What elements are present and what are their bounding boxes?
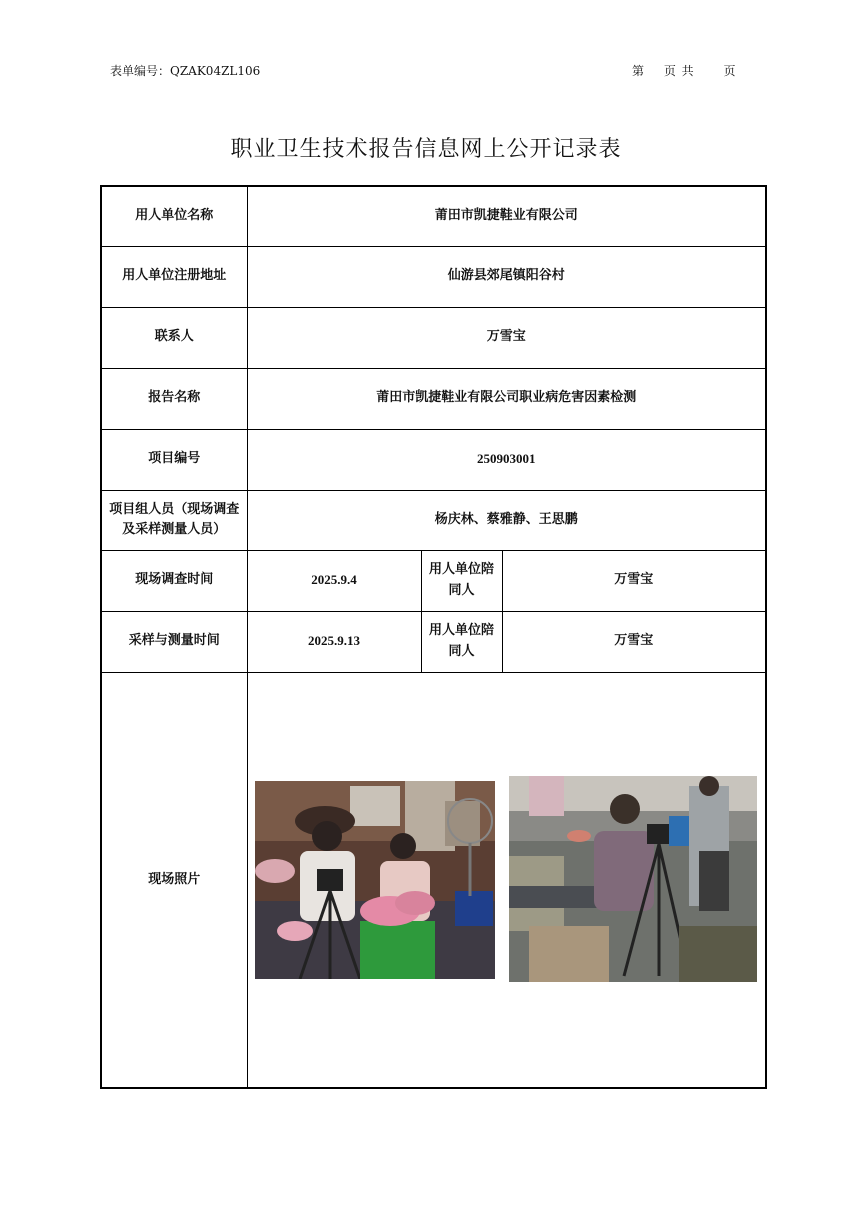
team-members-value: 杨庆林、蔡雅静、王思鹏 xyxy=(247,490,766,550)
photos-label: 现场照片 xyxy=(101,672,247,1088)
row-team-members xyxy=(101,490,766,550)
photos-container xyxy=(248,673,766,1088)
employer-address-value: 仙游县郊尾镇阳谷村 xyxy=(247,246,766,307)
row-employer-address xyxy=(101,246,766,307)
page-prefix: 第 xyxy=(632,64,645,78)
employer-address-label: 用人单位注册地址 xyxy=(101,246,247,307)
row-site-survey xyxy=(101,550,766,611)
record-table xyxy=(100,185,767,1089)
project-number-label: 项目编号 xyxy=(101,429,247,490)
site-survey-escort: 万雪宝 xyxy=(502,550,766,611)
site-survey-escort-label: 用人单位陪同人 xyxy=(421,550,502,611)
sampling-escort-label: 用人单位陪同人 xyxy=(421,611,502,672)
row-sampling xyxy=(101,611,766,672)
row-employer-name xyxy=(101,186,766,246)
row-project-number xyxy=(101,429,766,490)
site-survey-label: 现场调查时间 xyxy=(101,550,247,611)
site-photo-1 xyxy=(255,781,495,979)
project-number-value: 250903001 xyxy=(247,429,766,490)
report-name-value: 莆田市凯捷鞋业有限公司职业病危害因素检测 xyxy=(247,368,766,429)
report-name-label: 报告名称 xyxy=(101,368,247,429)
employer-name-value: 莆田市凯捷鞋业有限公司 xyxy=(247,186,766,246)
contact-label: 联系人 xyxy=(101,307,247,368)
sampling-escort: 万雪宝 xyxy=(502,611,766,672)
page-indicator xyxy=(632,62,750,79)
row-report-name xyxy=(101,368,766,429)
sampling-date: 2025.9.13 xyxy=(247,611,421,672)
row-photos xyxy=(101,672,766,1088)
page-suffix: 页 xyxy=(723,64,736,78)
team-members-label: 项目组人员（现场调查及采样测量人员） xyxy=(101,490,247,550)
employer-name-label: 用人单位名称 xyxy=(101,186,247,246)
page-mid: 页 共 xyxy=(663,64,694,78)
photos-cell xyxy=(247,672,766,1088)
row-contact xyxy=(101,307,766,368)
document-title: 职业卫生技术报告信息网上公开记录表 xyxy=(230,137,622,162)
contact-value: 万雪宝 xyxy=(247,307,766,368)
form-number: 表单编号：QZAK04ZL106 xyxy=(110,64,261,78)
sampling-label: 采样与测量时间 xyxy=(101,611,247,672)
site-photo-2 xyxy=(509,776,757,982)
site-survey-date: 2025.9.4 xyxy=(247,550,421,611)
